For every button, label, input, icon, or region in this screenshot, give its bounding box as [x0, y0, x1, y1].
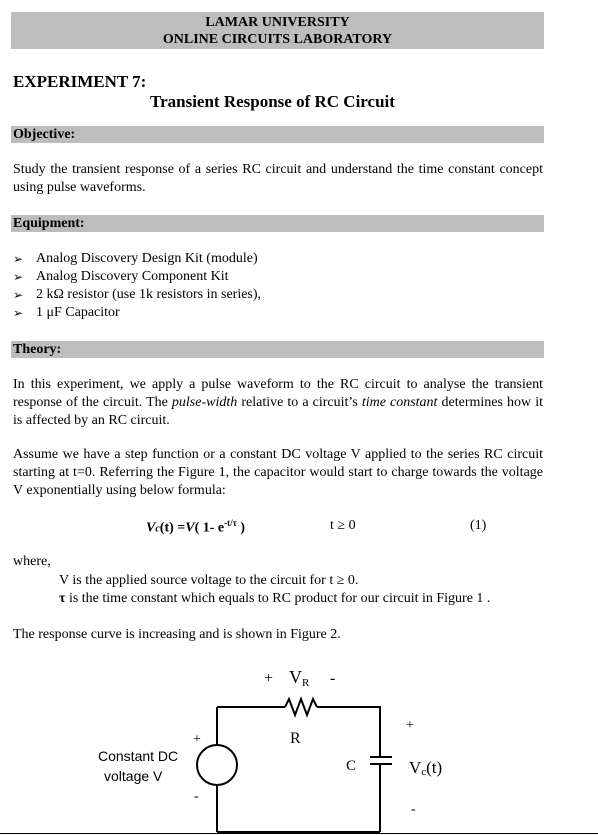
- vc-plus: +: [406, 718, 414, 733]
- vc-minus: -: [411, 802, 416, 817]
- equipment-item: ➢ 1 μF Capacitor: [13, 305, 120, 320]
- lab-name: ONLINE CIRCUITS LABORATORY: [162, 32, 393, 47]
- experiment-title: Transient Response of RC Circuit: [150, 92, 395, 111]
- theory-heading: Theory:: [11, 341, 544, 358]
- equipment-list: [13, 250, 261, 322]
- source-label-line2: voltage V: [104, 768, 163, 784]
- where-line-v: V is the applied source voltage to the circuit for t ≥ 0.: [59, 573, 359, 588]
- where-label: where,: [13, 554, 51, 569]
- arrow-bullet-icon: ➢: [13, 252, 24, 266]
- vc-label: Vc(t): [409, 758, 443, 778]
- theory-paragraph-2: Assume we have a step function or a constant DC voltage V applied to the series RC circuit starting at t=0. Referring the Figure 1, the capacitor would start to charge towards the voltage V exponentially using below formula:: [13, 447, 543, 498]
- vr-label: VR: [289, 667, 310, 689]
- source-minus: -: [194, 789, 199, 804]
- vr-plus: +: [264, 670, 274, 687]
- equipment-item: ➢ 2 kΩ resistor (use 1k resistors in series),: [13, 287, 262, 302]
- source-label-line1: Constant DC: [98, 748, 179, 764]
- voltage-source: [197, 745, 237, 785]
- objective-heading: Objective:: [11, 126, 544, 143]
- theory-paragraph-1: In this experiment, we apply a pulse waveform to the RC circuit to analyse the transient response of the circuit. The pulse-width relative to a circuit’s time constant determines how it is affected by an RC circuit.: [13, 377, 543, 428]
- experiment-number: EXPERIMENT 7:: [13, 72, 147, 91]
- vr-minus: -: [330, 670, 336, 687]
- resistor-label: R: [290, 730, 301, 747]
- top-wire-right: [317, 707, 380, 757]
- formula-number: (1): [470, 518, 487, 533]
- equipment-heading: Equipment:: [11, 215, 544, 232]
- response-text: The response curve is increasing and is shown in Figure 2.: [13, 627, 341, 642]
- source-plus: +: [193, 732, 201, 747]
- arrow-bullet-icon: ➢: [13, 270, 24, 284]
- formula-condition: t ≥ 0: [330, 518, 356, 533]
- arrow-bullet-icon: ➢: [13, 288, 24, 302]
- objective-text: Study the transient response of a series RC circuit and understand the time constant concept using pulse waveforms.: [13, 162, 543, 195]
- arrow-bullet-icon: ➢: [13, 306, 24, 320]
- capacitor-label: C: [346, 758, 357, 774]
- rc-circuit-diagram: [0, 655, 598, 835]
- equipment-item: ➢ Analog Discovery Design Kit (module): [13, 251, 258, 266]
- page-bottom-rule: [0, 833, 598, 834]
- formula-expression: Vc(t) =V( 1- $e^{-t/\tau}$ ): [146, 518, 245, 536]
- where-line-tau: τ is the time constant which equals to RC product for our circuit in Figure 1 .: [59, 591, 491, 606]
- lab-header: [11, 12, 544, 49]
- resistor-symbol: [285, 699, 317, 715]
- university-name: LAMAR UNIVERSITY: [205, 15, 350, 30]
- equipment-item: ➢ Analog Discovery Component Kit: [13, 269, 229, 284]
